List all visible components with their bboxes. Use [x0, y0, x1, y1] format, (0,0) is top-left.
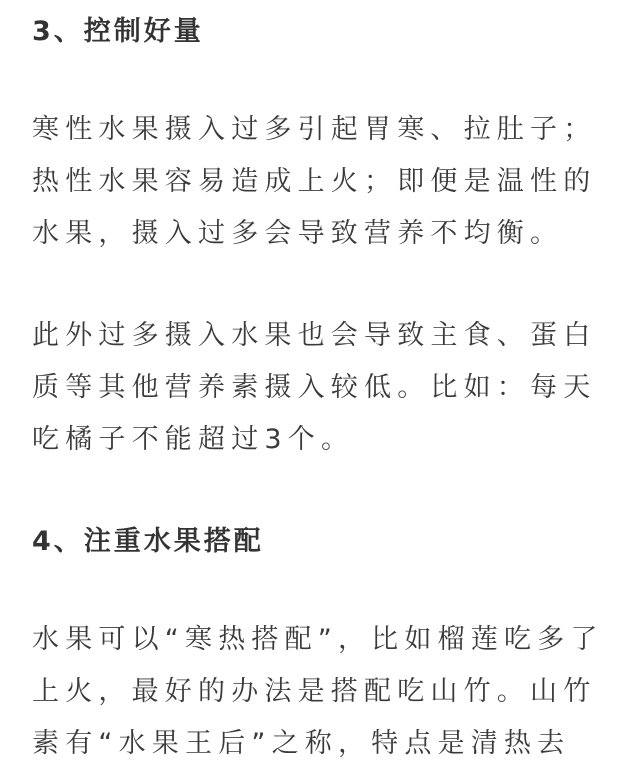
paragraph-line: 吃橘子不能超过3个。: [32, 424, 355, 455]
section-heading-4: 4、注重水果搭配: [32, 526, 264, 557]
paragraph-line: 热性水果容易造成上火；即便是温性的: [32, 166, 597, 197]
paragraph-line: 素有“水果王后”之称，特点是清热去: [32, 728, 571, 759]
paragraph-line: 寒性水果摄入过多引起胃寒、拉肚子；: [32, 114, 597, 145]
paragraph-line: 水果可以“寒热搭配”，比如榴莲吃多了: [32, 624, 604, 655]
paragraph-excess-fruit: [32, 310, 612, 466]
section-heading-3: 3、控制好量: [32, 16, 204, 47]
paragraph-cold-hot-fruit: [32, 104, 612, 260]
paragraph-line: 上火，最好的办法是搭配吃山竹。山竹: [32, 676, 597, 707]
paragraph-line: 质等其他营养素摄入较低。比如：每天: [32, 372, 597, 403]
paragraph-fruit-pairing: [32, 614, 612, 770]
paragraph-line: 此外过多摄入水果也会导致主食、蛋白: [32, 320, 597, 351]
paragraph-line: 水果，摄入过多会导致营养不均衡。: [32, 218, 564, 249]
